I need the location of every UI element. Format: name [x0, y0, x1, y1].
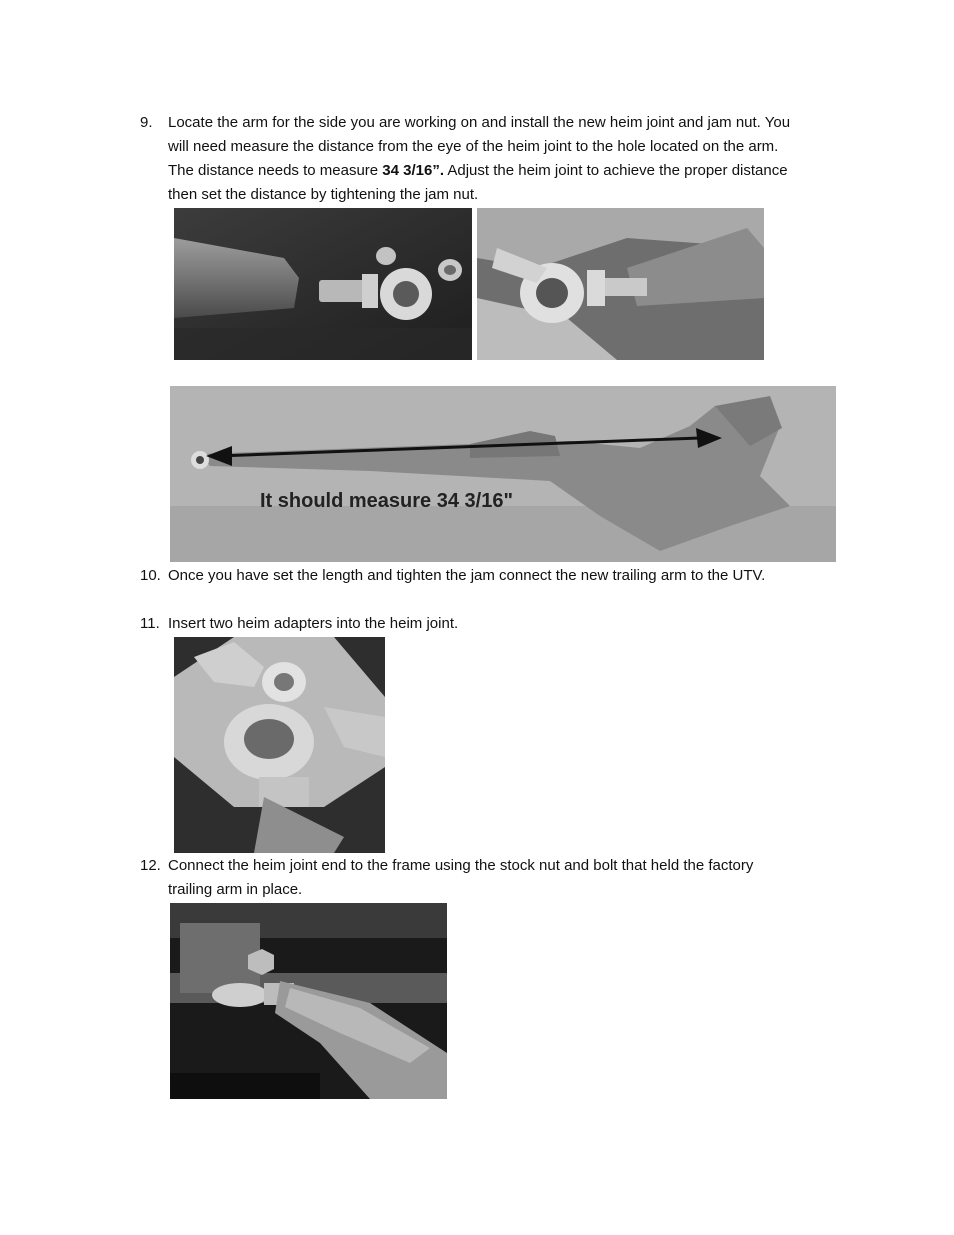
step-line — [168, 159, 840, 183]
photo-heim-adapters — [174, 637, 385, 853]
photo-heim-parts — [174, 208, 472, 360]
step-text: Once you have set the length and tighten the jam connect the new trailing arm to the UTV. — [168, 567, 766, 584]
step-line: trailing arm in place. — [168, 881, 303, 898]
step-line: will need measure the distance from the eye of the heim joint to the hole located on the arm. — [168, 138, 779, 155]
step-text — [168, 854, 840, 902]
step-text — [168, 111, 840, 207]
step-line: Locate the arm for the side you are working on and install the new heim joint and jam nut. You — [168, 114, 791, 131]
step-number: 12. — [140, 857, 161, 874]
measurement-value: 34 3/16”. — [382, 162, 445, 179]
step-text: Insert two heim adapters into the heim joint. — [168, 615, 459, 632]
measurement-caption: It should measure 34 3/16" — [260, 490, 513, 512]
step-line-part: Adjust the heim joint to achieve the proper distance — [444, 162, 788, 179]
step-line-part: The distance needs to measure — [168, 162, 383, 179]
step-line: Connect the heim joint end to the frame using the stock nut and bolt that held the factory — [168, 857, 754, 874]
photo-measurement — [170, 386, 836, 562]
step-line: then set the distance by tightening the jam nut. — [168, 186, 479, 203]
step-number: 11. — [140, 615, 160, 632]
step-number: 9. — [140, 114, 153, 131]
step-number: 10. — [140, 567, 161, 584]
photo-heim-installed — [477, 208, 764, 360]
photo-frame-connection — [170, 903, 447, 1099]
